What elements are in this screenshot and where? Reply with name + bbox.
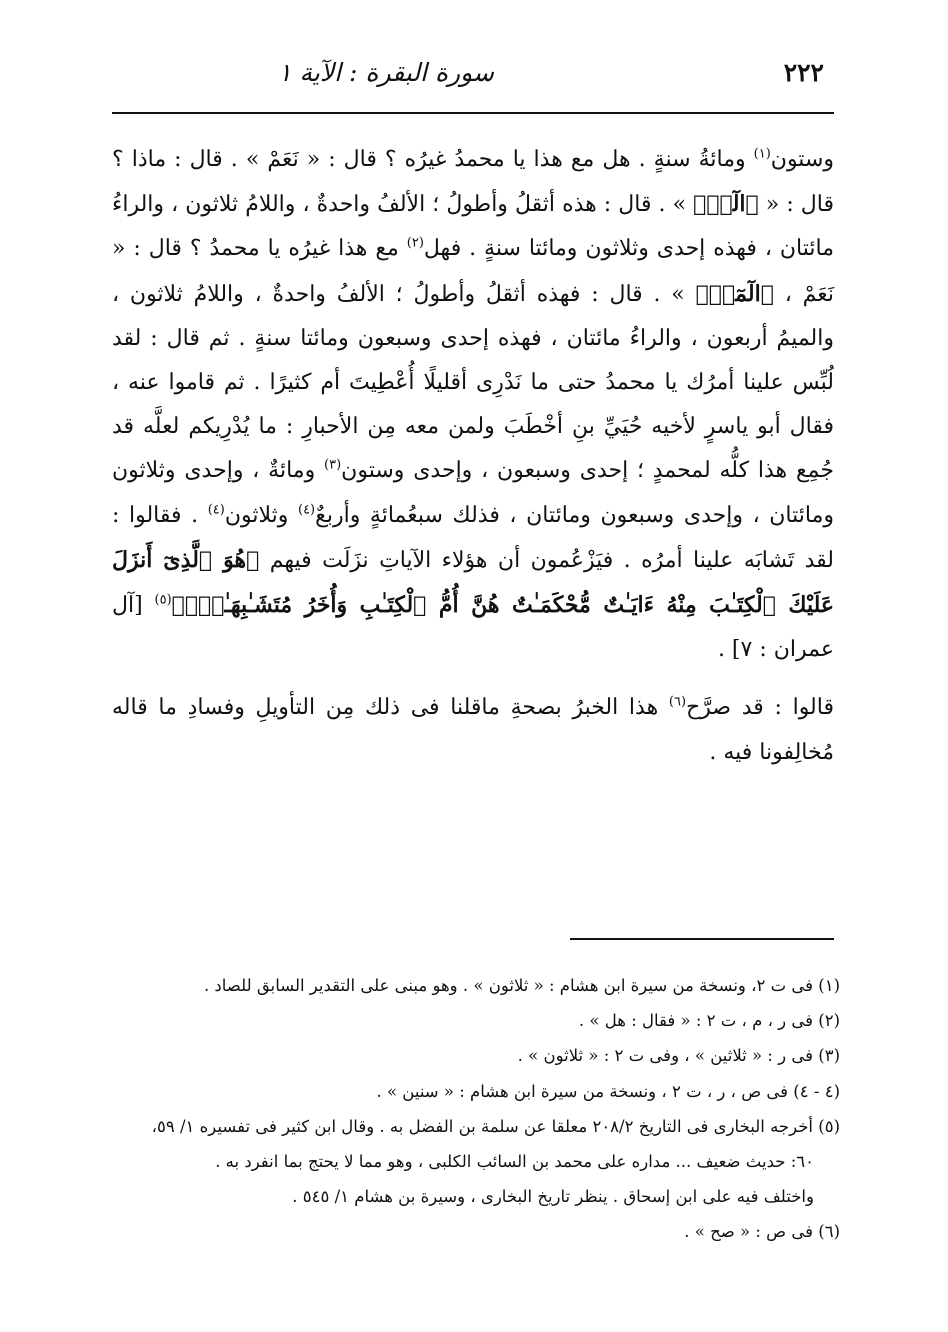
page-header	[112, 52, 824, 104]
footnote-5-continued: ٦٠: حديث ضعيف ... مداره على محمد بن السائب الكلبى ، وهو مما لا يحتج بما انفرد به .	[215, 1152, 814, 1172]
footnote-separator	[570, 938, 834, 940]
footnote-ref-2: (٢)	[406, 236, 424, 252]
footnote-5-continued: واختلف فيه على ابن إسحاق . ينظر تاريخ البخارى ، وسيرة بن هشام ١/ ٥٤٥ .	[292, 1187, 814, 1207]
running-title: سورة البقرة : الآية ١	[278, 58, 494, 87]
text-run: هذا الخبرُ بصحةِ ماقلنا فى ذلك مِن التأويلِ وفسادِ ما قاله مُخالِفونا فيه .	[112, 695, 834, 765]
footnote-4: (٤ - ٤) فى ص ، ر ، ت ٢ ، ونسخة من سيرة ابن هشام : « سنين » .	[376, 1081, 840, 1101]
footnote-2: (٢) فى ر ، م ، ت ٢ : « فقال : هل » .	[578, 1011, 840, 1031]
footnote-ref-6: (٦)	[668, 695, 687, 711]
text-run: وثلاثون	[224, 502, 298, 528]
footnote-ref-3: (٣)	[324, 458, 342, 474]
text-run: مع هذا غيرُه يا محمدُ ؟ قال : « نَعَمْ ،	[112, 236, 834, 307]
text-run: » . قال : فهذه أثقلُ وأطولُ ؛ الألفُ واحدةٌ ، واللامُ ثلاثون ، والميمُ أربعون ، والراءُ مائتان ، فهذه إحدى وسبعون ومائتا سنةٍ . ثم قال : لقد لُبِّس علينا أمرُك يا محمدُ حتى ما نَدْرِى أقليلًا أُعْطِيتَ أم كثيرًا . ثم قاموا عنه ، فقال أبو ياسرٍ لأخيه حُيَيِّ بنِ أخْطَبَ ولمن معه مِن الأحبارِ : ما يُدْرِيكم لعلَّه قد جُمِع هذا كلُّه لمحمدٍ ؛ إحدى وسبعون ، وإحدى وستون	[112, 281, 834, 484]
footnote-3: (٣) فى ر : « ثلاثين » ، وفى ت ٢ : « ثلاثون » .	[517, 1046, 840, 1066]
footnote-5: (٥) أخرجه البخارى فى التاريخ ٢٠٨/٢ معلقا عن سلمة بن الفضل به . وقال ابن كثير فى تفسيره ١/ ٥٩،	[151, 1116, 840, 1136]
footnote-6: (٦) فى ص : « صح » .	[684, 1222, 840, 1242]
text-run: . فقالوا : لقد تَشابَه علينا أمرُه . فيَزْعُمون أن هؤلاء الآياتِ نزَلَت فيهم	[112, 502, 834, 573]
text-run: قالوا : قد صرَّح	[686, 695, 834, 721]
text-run: ومائةٌ ، وإحدى وثلاثون ومائتان ، وإحدى وسبعون ومائتان ، فذلك سبعُمائةٍ وأربعٌ	[112, 458, 834, 528]
header-rule	[112, 112, 834, 114]
verse-citation: [آل عمران : ٧] .	[112, 593, 834, 663]
main-text	[112, 138, 834, 775]
footnote-1: (١) فى ت ٢، ونسخة من سيرة ابن هشام : « ثلاثون » . وهو مبنى على التقدير السابق للصاد .	[203, 976, 840, 995]
text-run: ومائةُ سنةٍ . هل مع هذا يا محمدُ غيرُه ؟ قال : « نَعَمْ » . قال : ماذا ؟ قال : «	[112, 147, 835, 218]
quran-verse: ﴿هُوَ ٱلَّذِىٓ أَنزَلَ عَلَيْكَ ٱلْكِتَـٰبَ مِنْهُ ءَايَـٰتٌ مُّحْكَمَـٰتٌ هُنَّ أُمُّ ٱلْكِتَـٰبِ وَأُخَرُ مُتَشَـٰبِهَـٰتٌۖ﴾	[112, 546, 834, 619]
footnotes	[112, 968, 840, 1250]
quran-verse: ﴿الٓرۚ﴾	[693, 191, 759, 218]
footnote-ref-1: (١)	[753, 146, 771, 162]
paragraph-1	[112, 138, 834, 672]
paragraph-2	[112, 686, 834, 774]
quran-verse: ﴿الٓمٓرۚ﴾	[695, 280, 774, 307]
text-run: وستون	[770, 147, 834, 172]
footnote-ref-4-close: (٤)	[207, 502, 225, 518]
footnote-ref-5: (٥)	[154, 592, 172, 608]
text-run: » . قال : هذه أثقلُ وأطولُ ؛ الألفُ واحدةٌ ، واللامُ ثلاثون ، والراءُ مائتان ، فهذه إحدى وثلاثون ومائتا سنةٍ . فهل	[112, 192, 834, 262]
footnote-ref-4-open: (٤)	[297, 502, 316, 518]
page-number: ٢٢٢	[783, 58, 824, 87]
